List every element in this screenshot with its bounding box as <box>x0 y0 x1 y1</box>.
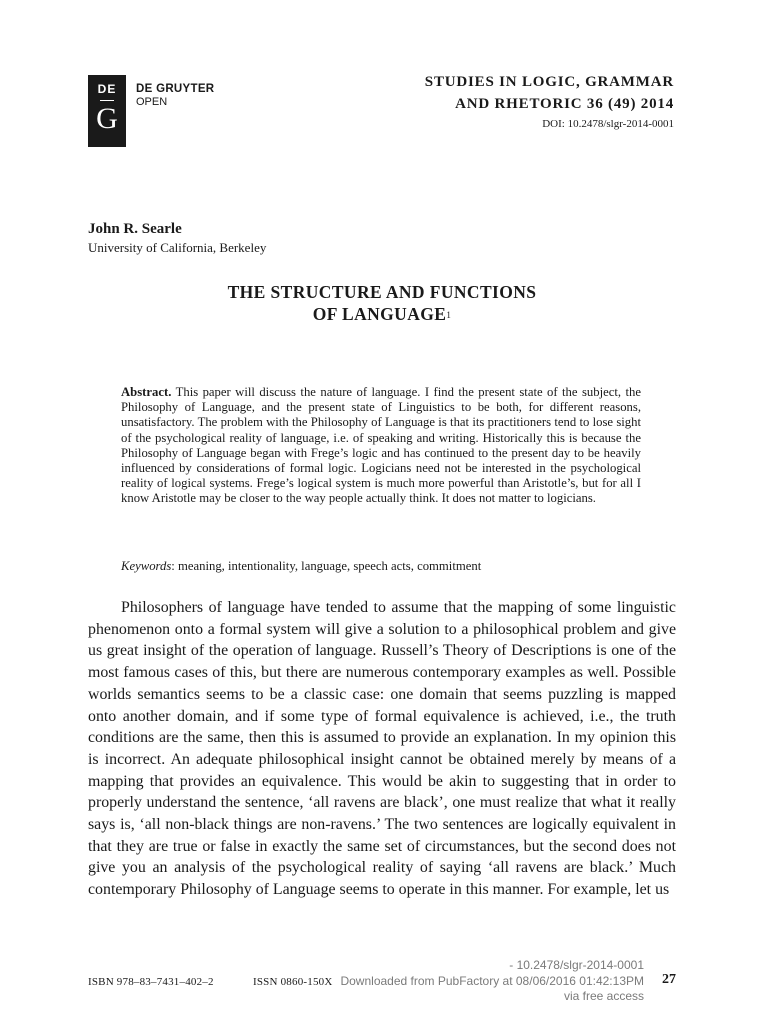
journal-title <box>425 71 674 115</box>
page-number: 27 <box>662 972 676 987</box>
publisher-logo <box>88 75 126 147</box>
body-paragraph: Philosophers of language have tended to assume that the mapping of some linguistic phenomenon onto a formal system will give a solution to a philosophical problem and give us great insight of the operation of language. Russell’s Theory of Descriptions is one of the most famous cases of this, but there are numerous contemporary examples as well. Possible worlds semantics seems to be a classic case: one domain that seems puzzling is mapped onto another domain, and if some type of formal equivalence is achieved, i.e., the truth conditions are the same, then this is assumed to provide an explanation. In my opinion this is incorrect. An adequate philosophical insight cannot be obtained merely by means of a mapping that provides an equivalence. This would be akin to suggesting that in order to properly understand the sentence, ‘all ravens are black’, one must realize that what it really says is, ‘all non-black things are non-ravens.’ The two sentences are logically equivalent in that they are true or false in exactly the same set of circumstances, but the second does not give you an analysis of the psychological reality of saying ‘all ravens are black.’ Much contemporary Philosophy of Language seems to operate in this manner. For example, let us <box>88 599 676 899</box>
logo-de-text: DE <box>97 82 117 96</box>
author-name: John R. Searle <box>88 221 182 237</box>
journal-title-line2: AND RHETORIC 36 (49) 2014 <box>455 96 674 112</box>
keywords <box>121 559 651 574</box>
article-title <box>88 281 676 325</box>
article-title-line1: THE STRUCTURE AND FUNCTIONS <box>227 282 537 302</box>
download-watermark-access: via free access <box>563 989 644 1003</box>
download-watermark-info: Downloaded from PubFactory at 08/06/2016 01:42:13PM <box>340 974 644 988</box>
footer-isbn: ISBN 978–83–7431–402–2 <box>88 976 214 988</box>
article-title-line2-wrap <box>88 303 676 325</box>
abstract <box>121 385 641 507</box>
footer-issn: ISSN 0860-150X <box>253 976 333 988</box>
keywords-text: : meaning, intentionality, language, speech acts, commitment <box>171 559 482 573</box>
logo-divider <box>100 100 114 101</box>
doi: DOI: 10.2478/slgr-2014-0001 <box>542 118 674 130</box>
abstract-label: Abstract. <box>121 385 172 399</box>
publisher-name: DE GRUYTER <box>136 83 215 95</box>
download-watermark-doi: - 10.2478/slgr-2014-0001 <box>509 958 644 972</box>
publisher-subname: OPEN <box>136 96 168 108</box>
journal-title-line1: STUDIES IN LOGIC, GRAMMAR <box>424 74 674 90</box>
abstract-text: This paper will discuss the nature of language. I find the present state of the subject, the Philosophy of Language, and the present state of Linguistics to be both, for different reasons, unsatisfactory. The problem with the Philosophy of Language is that its practitioners tend to lose sight of the psychological reality of language, i.e. of speaking and writing. Historically this is because the Philosophy of Language began with Frege’s logic and has continued to the present day to be heavily influenced by considerations of formal logic. Logicians need not be interested in the psychological reality of logical systems. Frege’s logical system is much more powerful than Aristotle’s, but for all I know Aristotle may be closer to the way people actually think. It does not matter to logicians. <box>121 385 641 506</box>
keywords-label: Keywords <box>121 559 172 573</box>
article-title-line2: OF LANGUAGE <box>312 304 447 324</box>
logo-g-text: G <box>96 102 118 135</box>
author-affiliation: University of California, Berkeley <box>88 240 267 255</box>
title-footnote-marker[interactable]: 1 <box>446 310 452 320</box>
